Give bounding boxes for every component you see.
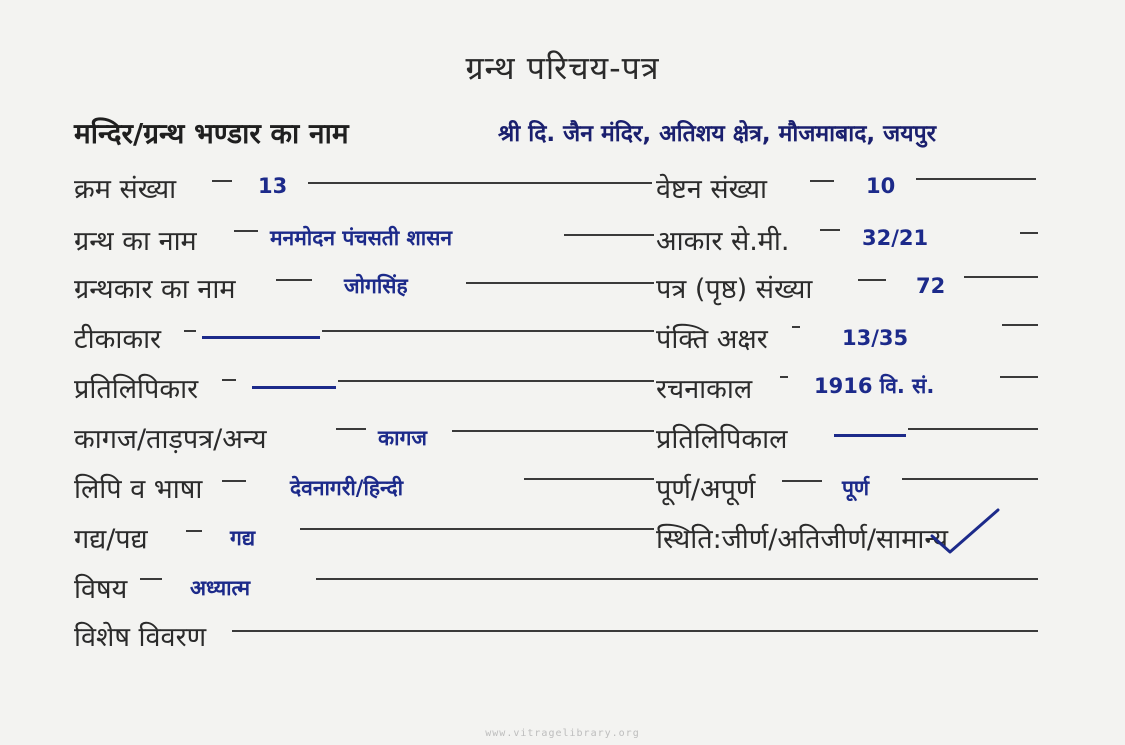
rule: [184, 330, 196, 332]
rule: [466, 282, 654, 284]
serial-number-label: क्रम संख्या: [74, 174, 177, 205]
rule: [222, 379, 236, 381]
author-value: जोगसिंह: [344, 274, 408, 298]
rule: [782, 480, 822, 482]
rule: [858, 279, 886, 281]
line-letters-value: 13/35: [842, 326, 909, 350]
material-value: कागज: [378, 426, 427, 450]
special-description-label: विशेष विवरण: [74, 622, 207, 653]
checkmark-icon: [928, 506, 1002, 556]
rule: [212, 180, 232, 182]
condition-label: स्थिति:जीर्ण/अतिजीर्ण/सामान्य: [656, 524, 948, 555]
rule: [316, 578, 1038, 580]
rule: [276, 279, 312, 281]
leaves-count-label: पत्र (पृष्ठ) संख्या: [656, 274, 813, 305]
prose-verse-label: गद्य/पद्य: [74, 524, 148, 555]
script-language-value: देवनागरी/हिन्दी: [290, 476, 404, 500]
book-name-label: ग्रन्थ का नाम: [74, 226, 197, 257]
serial-number-value: 13: [258, 174, 288, 198]
rule: [222, 480, 246, 482]
blank-ink-line: [252, 386, 336, 389]
rule: [1002, 324, 1038, 326]
rule: [232, 630, 1038, 632]
completeness-label: पूर्ण/अपूर्ण: [656, 474, 756, 505]
rule: [234, 230, 258, 232]
rule: [810, 180, 834, 182]
rule: [564, 234, 654, 236]
rule: [908, 428, 1038, 430]
blank-ink-line: [834, 434, 906, 437]
script-language-label: लिपि व भाषा: [74, 474, 203, 505]
line-letters-label: पंक्ति अक्षर: [656, 324, 768, 355]
copyist-label: प्रतिलिपिकार: [74, 374, 199, 405]
prose-verse-value: गद्य: [230, 526, 256, 550]
subject-label: विषय: [74, 574, 128, 605]
completeness-value: पूर्ण: [842, 476, 870, 500]
footer-url: www.vitragelibrary.org: [485, 728, 640, 739]
rule: [338, 380, 654, 382]
rule: [452, 430, 654, 432]
leaves-count-value: 72: [916, 274, 946, 298]
author-label: ग्रन्थकार का नाम: [74, 274, 236, 305]
composition-period-label: रचनाकाल: [656, 374, 753, 405]
rule: [780, 376, 788, 378]
rule: [322, 330, 654, 332]
size-label: आकार से.मी.: [656, 226, 790, 257]
rule: [916, 178, 1036, 180]
rule: [336, 428, 366, 430]
book-name-value: मनमोदन पंचसती शासन: [270, 226, 453, 250]
subject-value: अध्यात्म: [190, 576, 251, 600]
temple-label: मन्दिर/ग्रन्थ भण्डार का नाम: [74, 117, 349, 150]
size-value: 32/21: [862, 226, 929, 250]
rule: [524, 478, 654, 480]
rule: [1020, 232, 1038, 234]
rule: [1000, 376, 1038, 378]
bundle-number-value: 10: [866, 174, 896, 198]
rule: [820, 229, 840, 231]
bundle-number-label: वेष्टन संख्या: [656, 174, 768, 205]
material-label: कागज/ताड़पत्र/अन्य: [74, 424, 267, 455]
rule: [792, 326, 800, 328]
rule: [902, 478, 1038, 480]
card-title: ग्रन्थ परिचय-पत्र: [465, 49, 660, 87]
rule: [964, 276, 1038, 278]
rule: [186, 530, 202, 532]
blank-ink-line: [202, 336, 320, 339]
rule: [300, 528, 654, 530]
rule: [140, 578, 162, 580]
temple-value: श्री दि. जैन मंदिर, अतिशय क्षेत्र, मौजमाबाद, जयपुर: [498, 121, 937, 147]
copy-period-label: प्रतिलिपिकाल: [656, 424, 788, 455]
commentator-label: टीकाकार: [74, 324, 162, 355]
composition-period-value: 1916 वि. सं.: [814, 374, 935, 398]
rule: [308, 182, 652, 184]
